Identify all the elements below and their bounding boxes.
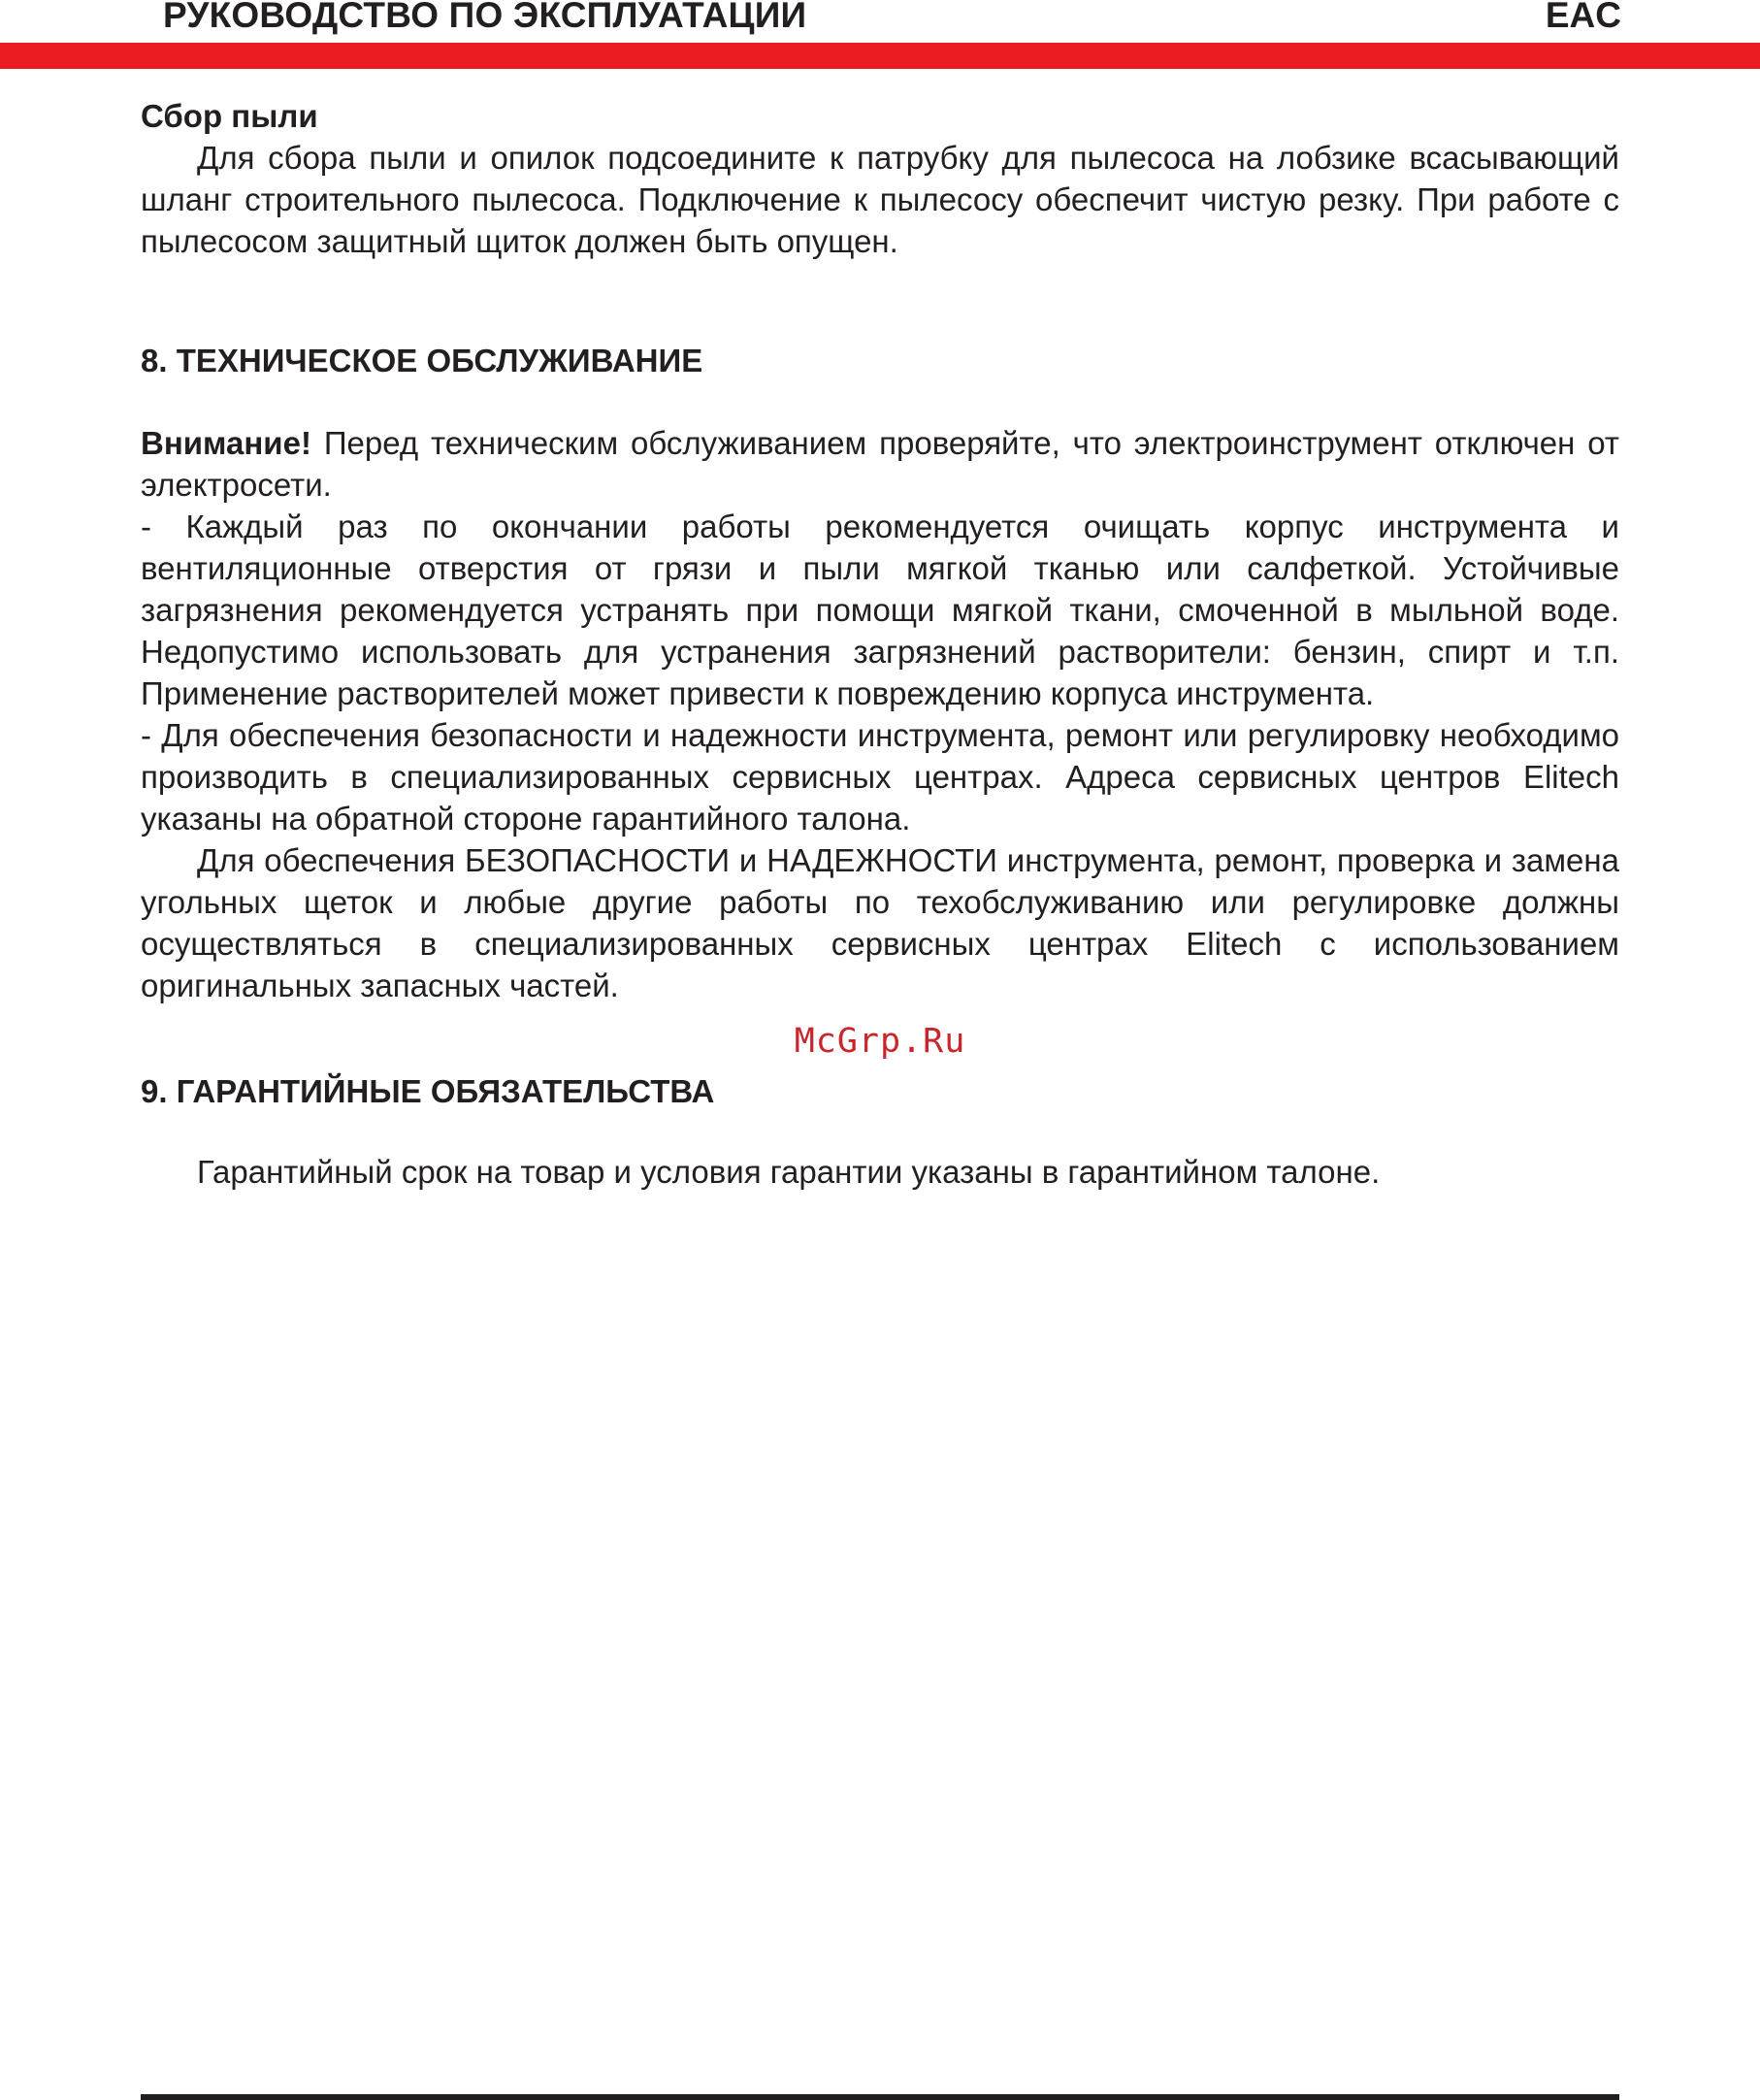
warning-label: Внимание! — [141, 425, 311, 461]
warranty-text: Гарантийный срок на товар и условия гарантии указаны в гарантийном талоне. — [197, 1154, 1381, 1190]
maintenance-item-cleaning: - Каждый раз по окончании работы рекомендуется очищать корпус инструмента и вентиляционные отверстия от грязи и пыли мягкой тканью или салфеткой. Устойчивые загрязнения рекомендуется устранять при помощи мягкой ткани, смоченной в мыльной воде. Недопустимо использовать для устранения загрязнений растворители: бензин, спирт и т.п. Применение растворителей может привести к повреждению корпуса инструмента. — [141, 509, 1619, 711]
eac-mark: EAC — [1545, 0, 1621, 35]
watermark: McGrp.Ru — [794, 1022, 966, 1061]
dust-collection-text: Для сбора пыли и опилок подсоедините к патрубку для пылесоса на лобзике всасывающий шланг строительного пылесоса. Подключение к пылесосу обеспечит чистую резку. При работе с пылесосом защитный щиток должен быть опущен. — [141, 140, 1619, 259]
dust-collection-heading: Сбор пыли — [141, 98, 318, 134]
section-9-title: 9. ГАРАНТИЙНЫЕ ОБЯЗАТЕЛЬСТВА — [141, 1073, 715, 1109]
header-red-bar — [0, 43, 1760, 69]
header-title: РУКОВОДСТВО ПО ЭКСПЛУАТАЦИИ — [163, 0, 807, 35]
warning-paragraph — [141, 422, 1619, 506]
maintenance-item-service: - Для обеспечения безопасности и надежности инструмента, ремонт или регулировку необходимо производить в специализированных сервисных центрах. Адреса сервисных центров Elitech указаны на обратной стороне гарантийного талона. — [141, 717, 1619, 837]
page-content — [141, 95, 1619, 1193]
maintenance-safety-paragraph: Для обеспечения БЕЗОПАСНОСТИ и НАДЕЖНОСТИ инструмента, ремонт, проверка и замена угольных щеток и любые другие работы по техобслуживанию или регулировке должны осуществляться в специализированных сервисных центрах Elitech с использованием оригинальных запасных частей. — [141, 842, 1619, 1003]
warning-text: Перед техническим обслуживанием проверяйте, что электроинструмент отключен от электросети. — [141, 425, 1619, 503]
section-8-title: 8. ТЕХНИЧЕСКОЕ ОБСЛУЖИВАНИЕ — [141, 343, 703, 378]
footer-rule — [141, 2094, 1619, 2100]
